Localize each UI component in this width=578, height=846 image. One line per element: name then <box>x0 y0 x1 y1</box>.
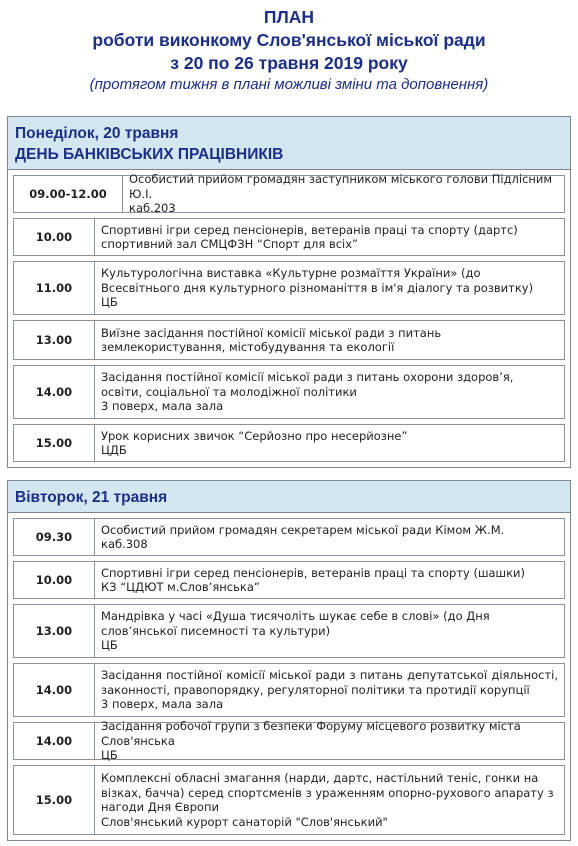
event-time: 14.00 <box>35 733 73 748</box>
event-time: 11.00 <box>35 280 73 295</box>
event-text: Засідання постійної комісії міської ради з питань охорони здоров’я, освіти, соціальної та молодіжної політики <box>101 370 514 399</box>
event-description <box>94 366 564 418</box>
event-time: 09.00-12.00 <box>29 186 107 201</box>
day-title: Понеділок, 20 травня <box>15 125 179 142</box>
event-location: каб.203 <box>129 201 176 216</box>
event-text: Культурологічна виставка «Культурне розмаїття України» (до Всесвітнього дня культурного різноманіття в ім'я діалогу та розвитку) <box>101 266 534 295</box>
event-time: 14.00 <box>35 384 73 399</box>
event-location: 3 поверх, мала зала <box>101 697 224 712</box>
event-row <box>13 424 565 462</box>
day-holiday: ДЕНЬ БАНКІВСЬКИХ ПРАЦІВНИКІВ <box>15 146 284 163</box>
event-text: Комплексні обласні змагання (нарди, дартс, настільний теніс, гонки на візках, бачча) серед спортсменів з ураженням опорно-рухового апарату з нагоди Дня Європи <box>101 771 554 814</box>
event-description <box>94 605 564 657</box>
event-location: ЦБ <box>101 638 118 653</box>
event-location: 3 поверх, мала зала <box>101 399 224 414</box>
event-location: ЦБ <box>101 748 118 763</box>
event-description <box>94 262 564 314</box>
event-row <box>13 320 565 360</box>
event-text: Спортивні ігри серед пенсіонерів, ветеранів праці та спорту (дартс) <box>101 222 518 237</box>
plan-note: (протягом тижня в плані можливі зміни та доповнення) <box>89 76 489 93</box>
event-time: 15.00 <box>35 792 73 807</box>
day-block-monday <box>7 116 571 468</box>
event-description <box>94 519 564 555</box>
event-description <box>94 425 564 461</box>
event-row <box>13 518 565 556</box>
event-text: Урок корисних звичок “Серйозно про несерйозне” <box>101 428 408 443</box>
event-row <box>13 365 565 419</box>
day-block-tuesday <box>7 480 571 841</box>
event-row <box>13 719 565 763</box>
day-title: Вівторок, 21 травня <box>15 489 168 506</box>
event-text: Мандрівка у часі «Душа тисячоліть шукає себе в слові» (до Дня слов’янської писемності та культури) <box>101 609 490 638</box>
event-row <box>13 261 565 315</box>
event-description <box>94 664 564 716</box>
day-header-monday <box>8 117 570 170</box>
event-location: каб.308 <box>101 537 148 551</box>
day-header-tuesday <box>8 481 570 513</box>
event-row <box>13 218 565 256</box>
event-description <box>94 562 564 598</box>
event-location: ЦБ <box>101 295 118 310</box>
event-row <box>13 172 565 216</box>
event-time: 15.00 <box>35 435 73 450</box>
event-description <box>94 766 564 834</box>
event-list <box>8 170 570 467</box>
event-time: 09.30 <box>35 529 73 544</box>
event-row <box>13 765 565 835</box>
event-text: Засідання робочої групи з безпеки Форуму місцевого розвитку міста Слов'янська <box>101 719 521 748</box>
event-text: Виїзне засідання постійної комісії міської ради з питань землекористування, містобудування та екології <box>101 325 442 354</box>
event-time: 14.00 <box>35 682 73 697</box>
plan-title: ПЛАН <box>263 7 315 27</box>
event-location: КЗ “ЦДЮТ м.Слов’янська” <box>101 580 260 594</box>
event-location: Слов'янський курорт санаторій "Слов'янський" <box>101 814 388 829</box>
event-text: Особистий прийом громадян секретарем міської ради Кімом Ж.М. <box>101 522 505 537</box>
event-text: Спортивні ігри серед пенсіонерів, ветеранів праці та спорту (шашки) <box>101 565 525 580</box>
event-time: 13.00 <box>35 332 73 347</box>
event-time: 13.00 <box>35 623 73 638</box>
event-location: ЦДБ <box>101 443 127 457</box>
event-time: 10.00 <box>35 572 73 587</box>
event-row <box>13 663 565 717</box>
event-location: спортивний зал СМЦФЗН “Спорт для всіх” <box>101 237 359 251</box>
event-row <box>13 604 565 658</box>
event-row <box>13 561 565 599</box>
plan-subtitle: роботи виконкому Слов'янської міської ради <box>92 30 486 50</box>
plan-header <box>0 6 578 95</box>
event-description <box>94 219 564 255</box>
event-list <box>8 513 570 840</box>
event-description <box>122 172 564 216</box>
event-time: 10.00 <box>35 229 73 244</box>
event-text: Особистий прийом громадян заступником міського голови Підлісним Ю.І. <box>129 172 553 201</box>
plan-period: з 20 по 26 травня 2019 року <box>170 53 408 73</box>
event-text: Засідання постійної комісії міської ради з питань депутатської діяльності, законності, правопорядку, регуляторної політики та протидії корупції <box>101 668 558 697</box>
event-description <box>94 719 564 763</box>
event-description <box>94 321 564 359</box>
